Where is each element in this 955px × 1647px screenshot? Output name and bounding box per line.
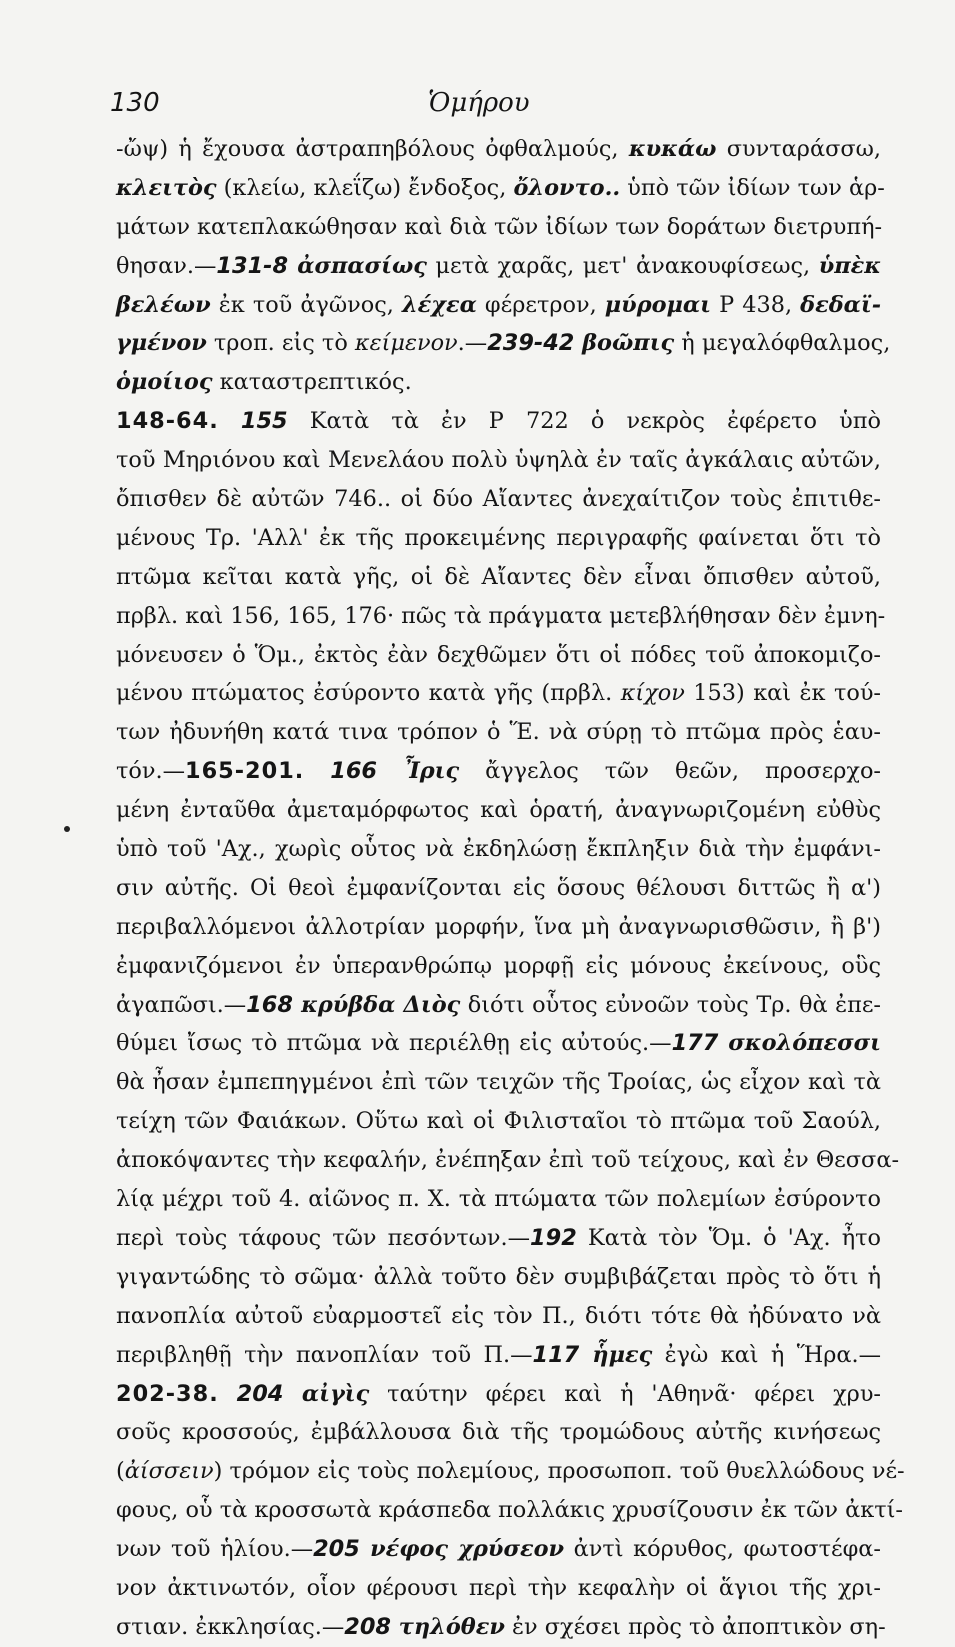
verse-number: 177 — [671, 1030, 719, 1057]
text-segment: περὶ τοὺς τάφους τῶν πεσόντων.— — [116, 1224, 531, 1251]
text-line — [116, 208, 881, 247]
text-segment: νον ἀκτινωτόν, οἷον φέρουσι περὶ τὴν κεφαλὴν οἱ ἅγιοι τῆς χρι- — [116, 1574, 881, 1601]
text-segment: ἡ μεγαλόφθαλμος, — [674, 330, 891, 357]
text-segment: ἐμφανιζόμενοι ἐν ὑπερανθρώπῳ μορφῇ εἰς μόνους ἐκείνους, οὓς — [116, 952, 881, 979]
text-segment: μένου πτώματος ἐσύροντο κατὰ γῆς (πρβλ. — [116, 680, 621, 707]
text-line — [116, 752, 881, 791]
verse-number: 239-42 — [487, 330, 575, 357]
text-line — [116, 1336, 881, 1375]
text-line — [116, 830, 881, 869]
lemma-term: κείμενον — [354, 330, 458, 357]
text-segment: Κατὰ τὰ ἐν Ρ 722 ὁ νεκρὸς ἐφέρετο ὑπὸ — [287, 408, 881, 435]
text-line — [116, 636, 881, 675]
lemma-term: ὑπὲκ — [818, 252, 882, 279]
text-line — [116, 1491, 903, 1530]
text-segment: Κατὰ τὸν Ὅμ. ὁ 'Αχ. ἦτο — [576, 1224, 882, 1251]
verse-number: 166 — [330, 758, 377, 785]
text-line — [116, 1569, 881, 1608]
lemma-term: γμένον — [116, 330, 207, 357]
text-line — [116, 908, 881, 947]
text-segment: ὄπισθεν δὲ αὐτῶν 746.. οἱ δύο Αἴαντες ἀνεχαίτιζον τοὺς ἐπιτιθε- — [116, 486, 881, 513]
text-segment: πανοπλία αὐτοῦ εὐαρμοστεῖ εἰς τὸν Π., διότι τότε θὰ ἠδύνατο νὰ — [116, 1302, 881, 1329]
text-line — [116, 1297, 881, 1336]
lemma-term: αἰγὶς — [283, 1380, 370, 1407]
text-segment: ἀποκόψαντες τὴν κεφαλήν, ἐνέπηξαν ἐπὶ τοῦ τείχους, καὶ ἐν Θεσσα- — [116, 1147, 900, 1174]
commentary-text — [116, 130, 905, 1647]
verse-number: 155 — [240, 408, 288, 435]
text-segment: νων τοῦ ἡλίου.— — [116, 1536, 314, 1563]
lemma-term: ἀσπασίως — [288, 252, 427, 279]
text-segment: ἀντὶ κόρυθος, φωτοστέφα- — [564, 1536, 881, 1563]
lemma-term: βελέων — [116, 291, 211, 318]
section-range: 165-201. — [185, 758, 305, 785]
verse-number: 204 — [236, 1380, 284, 1407]
text-line — [116, 402, 881, 441]
lemma-term: τηλόθεν — [391, 1613, 505, 1640]
text-segment: 153) καὶ ἐκ τού- — [684, 680, 881, 707]
lemma-term: λέχεα — [401, 291, 477, 318]
text-segment: μάτων κατεπλακώθησαν καὶ διὰ τῶν ἰδίων των δοράτων διετρυπή- — [116, 213, 883, 240]
lemma-term: σκολόπεσσι — [718, 1030, 881, 1057]
text-line — [116, 247, 881, 286]
verse-number: 131-8 — [216, 252, 289, 279]
text-line — [116, 1413, 881, 1452]
text-segment: πτῶμα κεῖται κατὰ γῆς, οἱ δὲ Αἴαντες δὲν εἶναι ὄπισθεν αὐτοῦ, — [116, 563, 881, 590]
text-line — [116, 1063, 881, 1102]
text-segment: γιγαντώδης τὸ σῶμα· ἀλλὰ τοῦτο δὲν συμβιβάζεται πρὸς τὸ ὅτι ἡ — [116, 1263, 881, 1290]
text-line — [116, 1219, 881, 1258]
text-line — [116, 869, 881, 908]
text-segment: θὰ ἦσαν ἐμπεπηγμένοι ἐπὶ τῶν τειχῶν τῆς Τροίας, ὡς εἶχον καὶ τὰ — [116, 1069, 881, 1096]
text-segment: -ὤψ) ἡ ἔχουσα ἀστραπηβόλους ὀφθαλμούς, — [116, 136, 629, 162]
text-segment: ταύτην φέρει καὶ ἡ 'Αθηνᾶ· φέρει χρυ- — [369, 1380, 881, 1407]
lemma-term: νέφος χρύσεον — [359, 1536, 565, 1563]
text-line — [116, 1452, 905, 1491]
text-line — [116, 986, 881, 1025]
verse-number: 192 — [530, 1224, 577, 1251]
text-segment: πρβλ. καὶ 156, 165, 176· πῶς τὰ πράγματα μετεβλήθησαν δὲν ἐμνη- — [116, 602, 886, 629]
text-segment: ) τρόμον εἰς τοὺς πολεμίους, προσωποπ. τοῦ θυελλώδους νέ- — [213, 1458, 905, 1485]
text-line — [116, 1530, 881, 1569]
text-segment — [219, 408, 241, 434]
text-line — [116, 1024, 881, 1063]
text-line — [116, 169, 885, 208]
text-line — [116, 558, 881, 597]
text-segment: .— — [457, 330, 488, 357]
text-line — [116, 363, 881, 402]
text-segment: μόνευσεν ὁ Ὅμ., ἐκτὸς ἐὰν δεχθῶμεν ὅτι οἱ πόδες τοῦ ἀποκομιζο- — [116, 641, 881, 668]
verse-number: 117 — [532, 1341, 580, 1368]
text-line — [116, 597, 886, 636]
text-line — [116, 1102, 881, 1141]
lemma-term: κρύβδα Διὸς — [292, 991, 461, 1018]
text-line — [116, 1141, 900, 1180]
lemma-term: ἀίσσειν — [124, 1458, 214, 1485]
text-segment: ἐν σχέσει πρὸς τὸ ἀποπτικὸν ση- — [504, 1613, 886, 1640]
text-line — [116, 1180, 881, 1219]
text-segment: τοῦ Μηριόνου καὶ Μενελάου πολὺ ὑψηλὰ ἐν ταῖς ἀγκάλαις αὐτῶν, — [116, 447, 881, 474]
text-line — [116, 1608, 886, 1647]
lemma-term: ἧμες — [579, 1341, 653, 1368]
text-segment — [304, 758, 330, 784]
text-line — [116, 1375, 881, 1414]
lemma-term: μύρομαι — [604, 291, 711, 318]
verse-number: 205 — [313, 1536, 360, 1563]
text-line — [116, 324, 891, 363]
text-segment: φέρετρον, — [476, 291, 605, 318]
lemma-term: κλειτὸς — [116, 174, 217, 201]
lemma-term: ὄλοντο.. — [513, 174, 621, 201]
text-line — [116, 674, 881, 713]
text-line — [116, 480, 881, 519]
section-range: 148-64. — [116, 408, 219, 435]
text-segment — [219, 1381, 237, 1407]
text-segment: ( — [116, 1458, 125, 1485]
text-segment: ὑπὸ τῶν ἰδίων των ἁρ- — [620, 174, 885, 201]
text-segment: μένη ἐνταῦθα ἀμεταμόρφωτος καὶ ὁρατή, ἀναγνωριζομένη εὐθὺς — [116, 797, 881, 824]
text-segment: τόν.— — [116, 758, 185, 785]
text-line — [116, 1258, 881, 1297]
text-segment: σιν αὐτῆς. Οἱ θεοὶ ἐμφανίζονται εἰς ὅσους θέλουσι διττῶς ἢ α') — [116, 874, 881, 901]
text-line — [116, 713, 881, 752]
lemma-term: βοῶπις — [574, 330, 675, 357]
margin-mark — [64, 826, 70, 832]
text-segment: σοῦς κροσσούς, ἐμβάλλουσα διὰ τῆς τρομώδους αὐτῆς κινήσεως — [116, 1419, 881, 1446]
text-segment: τροπ. εἰς τὸ — [206, 330, 355, 357]
text-segment: θύμει ἴσως τὸ πτῶμα νὰ περιέλθῃ εἰς αὐτούς.— — [116, 1030, 672, 1057]
text-segment: συνταράσσω, — [716, 136, 882, 162]
lemma-term: κυκάω — [628, 136, 717, 162]
text-segment: ὑπὸ τοῦ 'Αχ., χωρὶς οὗτος νὰ ἐκδηλώσῃ ἔκπληξιν διὰ τὴν ἐμφάνι- — [116, 836, 881, 863]
text-segment: των ἠδυνήθη κατά τινα τρόπον ὁ Ἕ. νὰ σύρῃ τὸ πτῶμα πρὸς ἑαυ- — [116, 719, 881, 746]
lemma-term: Ἶρις — [376, 758, 460, 785]
text-segment: ἐγὼ καὶ ἡ Ἥρα.— — [652, 1341, 881, 1368]
lemma-term: ὁμοίιος — [116, 369, 213, 396]
verse-number: 168 — [246, 991, 293, 1018]
section-range: 202-38. — [116, 1380, 219, 1407]
text-segment: περιβαλλόμενοι ἀλλοτρίαν μορφήν, ἵνα μὴ ἀναγνωρισθῶσιν, ἢ β') — [116, 913, 881, 940]
text-segment: τείχη τῶν Φαιάκων. Οὕτω καὶ οἱ Φιλισταῖοι τὸ πτῶμα τοῦ Σαούλ, — [116, 1108, 881, 1135]
text-segment: λίᾳ μέχρι τοῦ 4. αἰῶνος π. Χ. τὰ πτώματα τῶν πολεμίων ἐσύροντο — [116, 1186, 881, 1213]
text-segment: ἀγαπῶσι.— — [116, 991, 247, 1018]
text-segment: Ρ 438, — [711, 291, 801, 318]
text-segment: καταστρεπτικός. — [212, 369, 412, 396]
text-segment: φους, οὗ τὰ κροσσωτὰ κράσπεδα πολλάκις χρυσίζουσιν ἐκ τῶν ἀκτί- — [116, 1497, 903, 1524]
running-title: Ὁμήρου — [428, 88, 530, 118]
text-segment: θησαν.— — [116, 252, 217, 279]
page-number: 130 — [110, 88, 160, 118]
lemma-term: δεδαϊ- — [800, 291, 881, 318]
text-line — [116, 441, 881, 480]
text-segment: ἄγγελος τῶν θεῶν, προσερχο- — [459, 758, 881, 785]
text-segment: περιβληθῇ τὴν πανοπλίαν τοῦ Π.— — [116, 1341, 533, 1368]
text-segment: ἐκ τοῦ ἀγῶνος, — [210, 291, 402, 318]
text-line — [116, 130, 881, 169]
text-segment: (κλείω, κλεΐζω) ἔνδοξος, — [216, 174, 514, 201]
text-line — [116, 286, 881, 325]
text-line — [116, 947, 881, 986]
text-line — [116, 519, 881, 558]
text-segment: στιαν. ἐκκλησίας.— — [116, 1613, 345, 1640]
text-segment: μετὰ χαρᾶς, μετ' ἀνακουφίσεως, — [426, 252, 819, 279]
lemma-term: κίχον — [620, 680, 685, 707]
text-segment: μένους Τρ. 'Αλλ' ἐκ τῆς προκειμένης περιγραφῆς φαίνεται ὅτι τὸ — [116, 524, 881, 551]
text-line — [116, 791, 881, 830]
verse-number: 208 — [344, 1613, 392, 1640]
text-segment: διότι οὗτος εὐνοῶν τοὺς Τρ. θὰ ἐπε- — [460, 991, 881, 1018]
